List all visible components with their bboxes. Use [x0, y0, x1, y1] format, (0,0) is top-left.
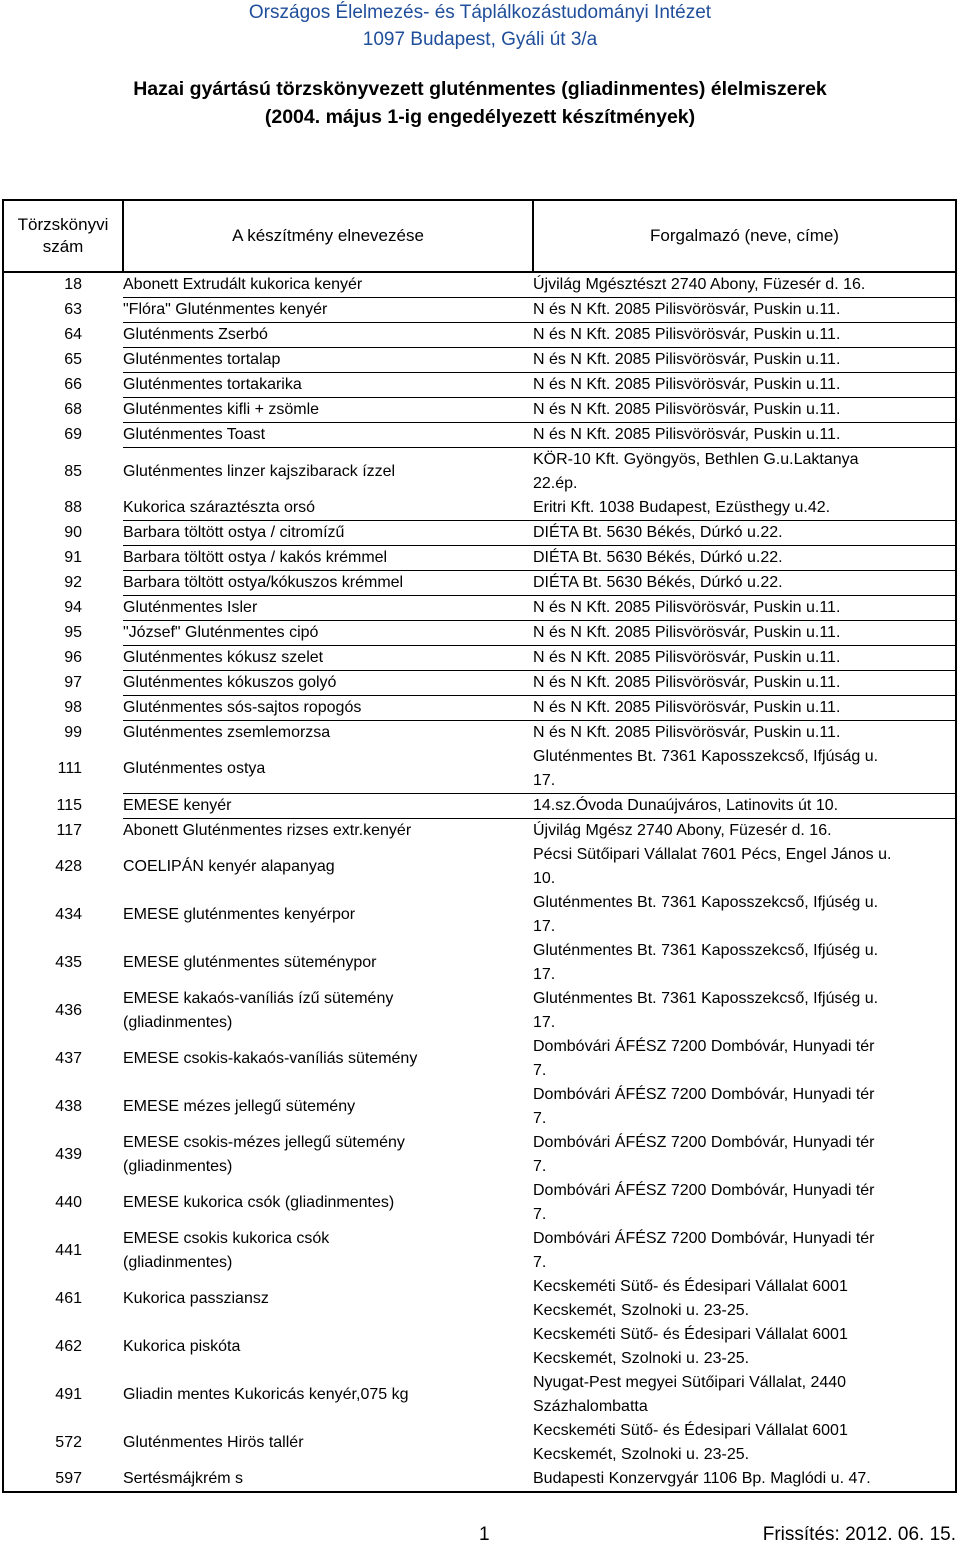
product-name: [123, 571, 533, 596]
product-name-text: EMESE csokis-mézes jellegű sütemény (gliadinmentes): [123, 1134, 405, 1175]
table-row: [3, 1419, 956, 1467]
product-name-text: Gluténmentes tortalap: [123, 351, 281, 368]
product-name: [123, 423, 533, 448]
product-name-text: EMESE mézes jellegű sütemény: [123, 1098, 356, 1115]
table-row: [3, 646, 956, 671]
table-row: [3, 423, 956, 448]
table-row: [3, 1083, 956, 1131]
product-name: [123, 939, 533, 987]
registry-number: 90: [3, 521, 123, 546]
distributor-line: 22.ép.: [533, 475, 578, 492]
product-name: [123, 1083, 533, 1131]
product-name: [123, 272, 533, 298]
distributor: [533, 1131, 956, 1179]
distributor-line: N és N Kft. 2085 Pilisvörösvár, Puskin u.11.: [533, 649, 841, 666]
registry-number: 97: [3, 671, 123, 696]
distributor-line: N és N Kft. 2085 Pilisvörösvár, Puskin u.11.: [533, 401, 841, 418]
distributor-line: N és N Kft. 2085 Pilisvörösvár, Puskin u.11.: [533, 599, 841, 616]
product-name-text: "József" Gluténmentes cipó: [123, 624, 319, 641]
table-row: [3, 298, 956, 323]
product-name-text: EMESE kakaós-vaníliás ízű sütemény (gliadinmentes): [123, 990, 394, 1031]
distributor: [533, 496, 956, 521]
distributor: [533, 1035, 956, 1083]
registry-number: 597: [3, 1467, 123, 1492]
distributor: [533, 721, 956, 746]
distributor: [533, 621, 956, 646]
registry-number: 94: [3, 596, 123, 621]
registry-number: 440: [3, 1179, 123, 1227]
product-name: [123, 1467, 533, 1492]
distributor: [533, 819, 956, 844]
product-name-text: COELIPÁN kenyér alapanyag: [123, 858, 335, 875]
distributor-line: Százhalombatta: [533, 1398, 648, 1415]
table-row: [3, 521, 956, 546]
registry-number: 98: [3, 696, 123, 721]
table-row: [3, 621, 956, 646]
product-name: [123, 621, 533, 646]
product-name: [123, 546, 533, 571]
product-name-text: EMESE csokis kukorica csók (gliadinmentes): [123, 1230, 330, 1271]
product-name: [123, 843, 533, 891]
product-name: [123, 1227, 533, 1275]
table-row: [3, 398, 956, 423]
table-row: [3, 671, 956, 696]
table-row: [3, 696, 956, 721]
distributor-line: 7.: [533, 1110, 547, 1127]
registry-number: 96: [3, 646, 123, 671]
registry-number: 63: [3, 298, 123, 323]
product-name-text: Gluténmentes kókuszos golyó: [123, 674, 337, 691]
registry-number: 437: [3, 1035, 123, 1083]
registry-number: 65: [3, 348, 123, 373]
product-name-text: EMESE gluténmentes kenyérpor: [123, 906, 356, 923]
distributor-line: Dombóvári ÁFÉSZ 7200 Dombóvár, Hunyadi tér: [533, 1086, 875, 1103]
product-name-text: Gluténmentes Hirös tallér: [123, 1434, 304, 1451]
distributor: [533, 298, 956, 323]
product-name-text: Abonett Gluténmentes rizses extr.kenyér: [123, 822, 412, 839]
table-row: [3, 448, 956, 497]
distributor: [533, 398, 956, 423]
distributor: [533, 1323, 956, 1371]
distributor-line: Gluténmentes Bt. 7361 Kaposszekcső, Ifjúság u.: [533, 748, 879, 765]
distributor-line: DIÉTA Bt. 5630 Békés, Dúrkó u.22.: [533, 574, 783, 591]
distributor-line: Eritri Kft. 1038 Budapest, Ezüsthegy u.42.: [533, 499, 831, 516]
distributor: [533, 272, 956, 298]
product-name: [123, 819, 533, 844]
distributor-line: Kecskeméti Sütő- és Édesipari Vállalat 6001: [533, 1278, 848, 1295]
distributor: [533, 696, 956, 721]
registry-number: 92: [3, 571, 123, 596]
registry-number: 491: [3, 1371, 123, 1419]
product-name: [123, 987, 533, 1035]
document-title-line2: (2004. május 1-ig engedélyezett készítmények): [264, 106, 696, 128]
distributor-line: Gluténmentes Bt. 7361 Kaposszekcső, Ifjúség u.: [533, 942, 879, 959]
product-name-text: Sertésmájkrém s: [123, 1470, 244, 1487]
table-row: [3, 745, 956, 794]
table-row: [3, 571, 956, 596]
distributor-line: N és N Kft. 2085 Pilisvörösvár, Puskin u.11.: [533, 724, 841, 741]
product-name: [123, 794, 533, 819]
product-name-text: Gluténmentes ostya: [123, 760, 266, 777]
distributor: [533, 348, 956, 373]
table-row: [3, 1035, 956, 1083]
product-name-text: EMESE kenyér: [123, 797, 232, 814]
product-name-text: Barbara töltött ostya/kókuszos krémmel: [123, 574, 404, 591]
registry-number: 111: [3, 745, 123, 794]
table-row: [3, 843, 956, 891]
registry-number: 117: [3, 819, 123, 844]
distributor-line: KÖR-10 Kft. Gyöngyös, Bethlen G.u.Laktanya: [533, 451, 859, 468]
registry-number: 91: [3, 546, 123, 571]
product-name: [123, 1179, 533, 1227]
distributor-line: DIÉTA Bt. 5630 Békés, Dúrkó u.22.: [533, 524, 783, 541]
product-name-text: Gluténmentes kifli + zsömle: [123, 401, 320, 418]
table-row: [3, 819, 956, 844]
product-name: [123, 496, 533, 521]
distributor: [533, 323, 956, 348]
product-name-text: Gluténments Zserbó: [123, 326, 268, 343]
registry-number: 88: [3, 496, 123, 521]
column-header-product-name: A készítmény elnevezése: [123, 200, 533, 272]
product-name-text: Gluténmentes Isler: [123, 599, 258, 616]
distributor-line: 7.: [533, 1062, 547, 1079]
distributor-line: 10.: [533, 870, 556, 887]
registry-number: 69: [3, 423, 123, 448]
product-name: [123, 348, 533, 373]
registry-number: 85: [3, 448, 123, 497]
institute-name: Országos Élelmezés- és Táplálkozástudományi Intézet: [248, 2, 712, 23]
distributor: [533, 423, 956, 448]
distributor-line: Gluténmentes Bt. 7361 Kaposszekcső, Ifjúség u.: [533, 894, 879, 911]
update-date: Frissítés: 2012. 06. 15.: [762, 1524, 956, 1545]
registry-number: 434: [3, 891, 123, 939]
product-name: [123, 398, 533, 423]
registry-number: 115: [3, 794, 123, 819]
column-header-registry-number: Törzskönyvi szám: [3, 200, 123, 272]
table-row: [3, 596, 956, 621]
distributor: [533, 373, 956, 398]
distributor-line: Nyugat-Pest megyei Sütőipari Vállalat, 2440: [533, 1374, 847, 1391]
registry-number: 439: [3, 1131, 123, 1179]
distributor: [533, 596, 956, 621]
distributor-line: 14.sz.Óvoda Dunaújváros, Latinovits út 10.: [533, 797, 839, 814]
registry-number: 68: [3, 398, 123, 423]
distributor-line: 7.: [533, 1206, 547, 1223]
table-row: [3, 323, 956, 348]
product-name: [123, 1419, 533, 1467]
registry-number: 18: [3, 272, 123, 298]
product-name: [123, 596, 533, 621]
distributor-line: N és N Kft. 2085 Pilisvörösvár, Puskin u.11.: [533, 674, 841, 691]
table-row: [3, 546, 956, 571]
distributor-line: Kecskeméti Sütő- és Édesipari Vállalat 6001: [533, 1326, 848, 1343]
product-name: [123, 298, 533, 323]
distributor-line: Dombóvári ÁFÉSZ 7200 Dombóvár, Hunyadi tér: [533, 1182, 875, 1199]
product-name: [123, 521, 533, 546]
product-name-text: Kukorica száraztészta orsó: [123, 499, 316, 516]
product-name-text: Gluténmentes sós-sajtos ropogós: [123, 699, 362, 716]
product-name: [123, 323, 533, 348]
distributor: [533, 646, 956, 671]
column-header-distributor: Forgalmazó (neve, címe): [533, 200, 956, 272]
distributor-line: 17.: [533, 966, 556, 983]
distributor: [533, 546, 956, 571]
distributor: [533, 987, 956, 1035]
distributor-line: N és N Kft. 2085 Pilisvörösvár, Puskin u.11.: [533, 699, 841, 716]
table-row: [3, 1275, 956, 1323]
distributor-line: N és N Kft. 2085 Pilisvörösvár, Puskin u.11.: [533, 326, 841, 343]
product-name-text: Gluténmentes zsemlemorzsa: [123, 724, 331, 741]
table-row: [3, 891, 956, 939]
distributor-line: Kecskemét, Szolnoki u. 23-25.: [533, 1446, 750, 1463]
table-row: [3, 1323, 956, 1371]
product-table: [2, 199, 957, 1493]
distributor: [533, 843, 956, 891]
table-row: [3, 373, 956, 398]
product-name-text: EMESE kukorica csók (gliadinmentes): [123, 1194, 395, 1211]
table-row: [3, 1467, 956, 1492]
product-name-text: Gliadin mentes Kukoricás kenyér,075 kg: [123, 1386, 409, 1403]
document-title-line1: Hazai gyártású törzskönyvezett gluténmentes (gliadinmentes) élelmiszerek: [133, 78, 827, 100]
distributor: [533, 571, 956, 596]
product-name: [123, 696, 533, 721]
distributor-line: Dombóvári ÁFÉSZ 7200 Dombóvár, Hunyadi tér: [533, 1134, 875, 1151]
distributor-line: Dombóvári ÁFÉSZ 7200 Dombóvár, Hunyadi tér: [533, 1038, 875, 1055]
distributor: [533, 1179, 956, 1227]
product-name-text: Abonett Extrudált kukorica kenyér: [123, 276, 363, 293]
product-name: [123, 373, 533, 398]
registry-number: 99: [3, 721, 123, 746]
table-row: [3, 1179, 956, 1227]
product-name: [123, 448, 533, 497]
distributor: [533, 448, 956, 497]
product-name: [123, 891, 533, 939]
distributor-line: Újvilág Mgésztészt 2740 Abony, Füzesér d. 16.: [533, 276, 866, 293]
product-name: [123, 721, 533, 746]
distributor: [533, 891, 956, 939]
distributor-line: 17.: [533, 918, 556, 935]
table-row: [3, 496, 956, 521]
product-name-text: EMESE csokis-kakaós-vaníliás sütemény: [123, 1050, 418, 1067]
distributor: [533, 521, 956, 546]
registry-number: 572: [3, 1419, 123, 1467]
table-row: [3, 1371, 956, 1419]
product-name-text: "Flóra" Gluténmentes kenyér: [123, 301, 328, 318]
registry-number: 435: [3, 939, 123, 987]
distributor: [533, 1083, 956, 1131]
distributor: [533, 939, 956, 987]
distributor-line: N és N Kft. 2085 Pilisvörösvár, Puskin u.11.: [533, 376, 841, 393]
distributor-line: N és N Kft. 2085 Pilisvörösvár, Puskin u.11.: [533, 624, 841, 641]
product-name: [123, 671, 533, 696]
product-name-text: Gluténmentes Toast: [123, 426, 266, 443]
registry-number: 462: [3, 1323, 123, 1371]
registry-number: 436: [3, 987, 123, 1035]
distributor: [533, 745, 956, 794]
distributor-line: Kecskemét, Szolnoki u. 23-25.: [533, 1350, 750, 1367]
product-name: [123, 1323, 533, 1371]
distributor-line: Kecskeméti Sütő- és Édesipari Vállalat 6001: [533, 1422, 848, 1439]
product-name-text: Gluténmentes tortakarika: [123, 376, 302, 393]
distributor-line: 17.: [533, 772, 556, 789]
product-name: [123, 745, 533, 794]
product-name-text: Kukorica piskóta: [123, 1338, 241, 1355]
product-name-text: Barbara töltött ostya / citromízű: [123, 524, 345, 541]
table-row: [3, 272, 956, 298]
table-row: [3, 1227, 956, 1275]
registry-number: 66: [3, 373, 123, 398]
product-name: [123, 1275, 533, 1323]
distributor-line: Újvilág Mgész 2740 Abony, Füzesér d. 16.: [533, 822, 832, 839]
distributor-line: Dombóvári ÁFÉSZ 7200 Dombóvár, Hunyadi tér: [533, 1230, 875, 1247]
product-name-text: EMESE gluténmentes süteménypor: [123, 954, 377, 971]
table-row: [3, 794, 956, 819]
distributor-line: N és N Kft. 2085 Pilisvörösvár, Puskin u.11.: [533, 426, 841, 443]
page-number: 1: [479, 1524, 490, 1545]
product-name: [123, 1035, 533, 1083]
distributor: [533, 1467, 956, 1492]
table-row: [3, 721, 956, 746]
institute-address: 1097 Budapest, Gyáli út 3/a: [362, 29, 598, 50]
distributor-line: Pécsi Sütőipari Vállalat 7601 Pécs, Engel János u.: [533, 846, 892, 863]
registry-number: 428: [3, 843, 123, 891]
distributor-line: Kecskemét, Szolnoki u. 23-25.: [533, 1302, 750, 1319]
distributor-line: Gluténmentes Bt. 7361 Kaposszekcső, Ifjúség u.: [533, 990, 879, 1007]
product-name: [123, 1371, 533, 1419]
distributor: [533, 1419, 956, 1467]
table-header-row: [3, 200, 956, 272]
registry-number: 95: [3, 621, 123, 646]
registry-number: 64: [3, 323, 123, 348]
product-name-text: Gluténmentes kókusz szelet: [123, 649, 324, 666]
registry-number: 441: [3, 1227, 123, 1275]
distributor-line: N és N Kft. 2085 Pilisvörösvár, Puskin u.11.: [533, 301, 841, 318]
product-name: [123, 646, 533, 671]
product-name-text: Kukorica passziansz: [123, 1290, 269, 1307]
table-row: [3, 987, 956, 1035]
registry-number: 438: [3, 1083, 123, 1131]
table-row: [3, 1131, 956, 1179]
distributor-line: 7.: [533, 1158, 547, 1175]
product-name: [123, 1131, 533, 1179]
table-row: [3, 348, 956, 373]
product-name-text: Gluténmentes linzer kajszibarack ízzel: [123, 463, 396, 480]
distributor: [533, 1275, 956, 1323]
distributor: [533, 671, 956, 696]
distributor: [533, 1371, 956, 1419]
distributor-line: DIÉTA Bt. 5630 Békés, Dúrkó u.22.: [533, 549, 783, 566]
distributor: [533, 794, 956, 819]
product-name-text: Barbara töltött ostya / kakós krémmel: [123, 549, 388, 566]
distributor-line: Budapesti Konzervgyár 1106 Bp. Maglódi u. 47.: [533, 1470, 871, 1487]
distributor-line: N és N Kft. 2085 Pilisvörösvár, Puskin u.11.: [533, 351, 841, 368]
distributor-line: 7.: [533, 1254, 547, 1271]
distributor-line: 17.: [533, 1014, 556, 1031]
table-row: [3, 939, 956, 987]
distributor: [533, 1227, 956, 1275]
registry-number: 461: [3, 1275, 123, 1323]
